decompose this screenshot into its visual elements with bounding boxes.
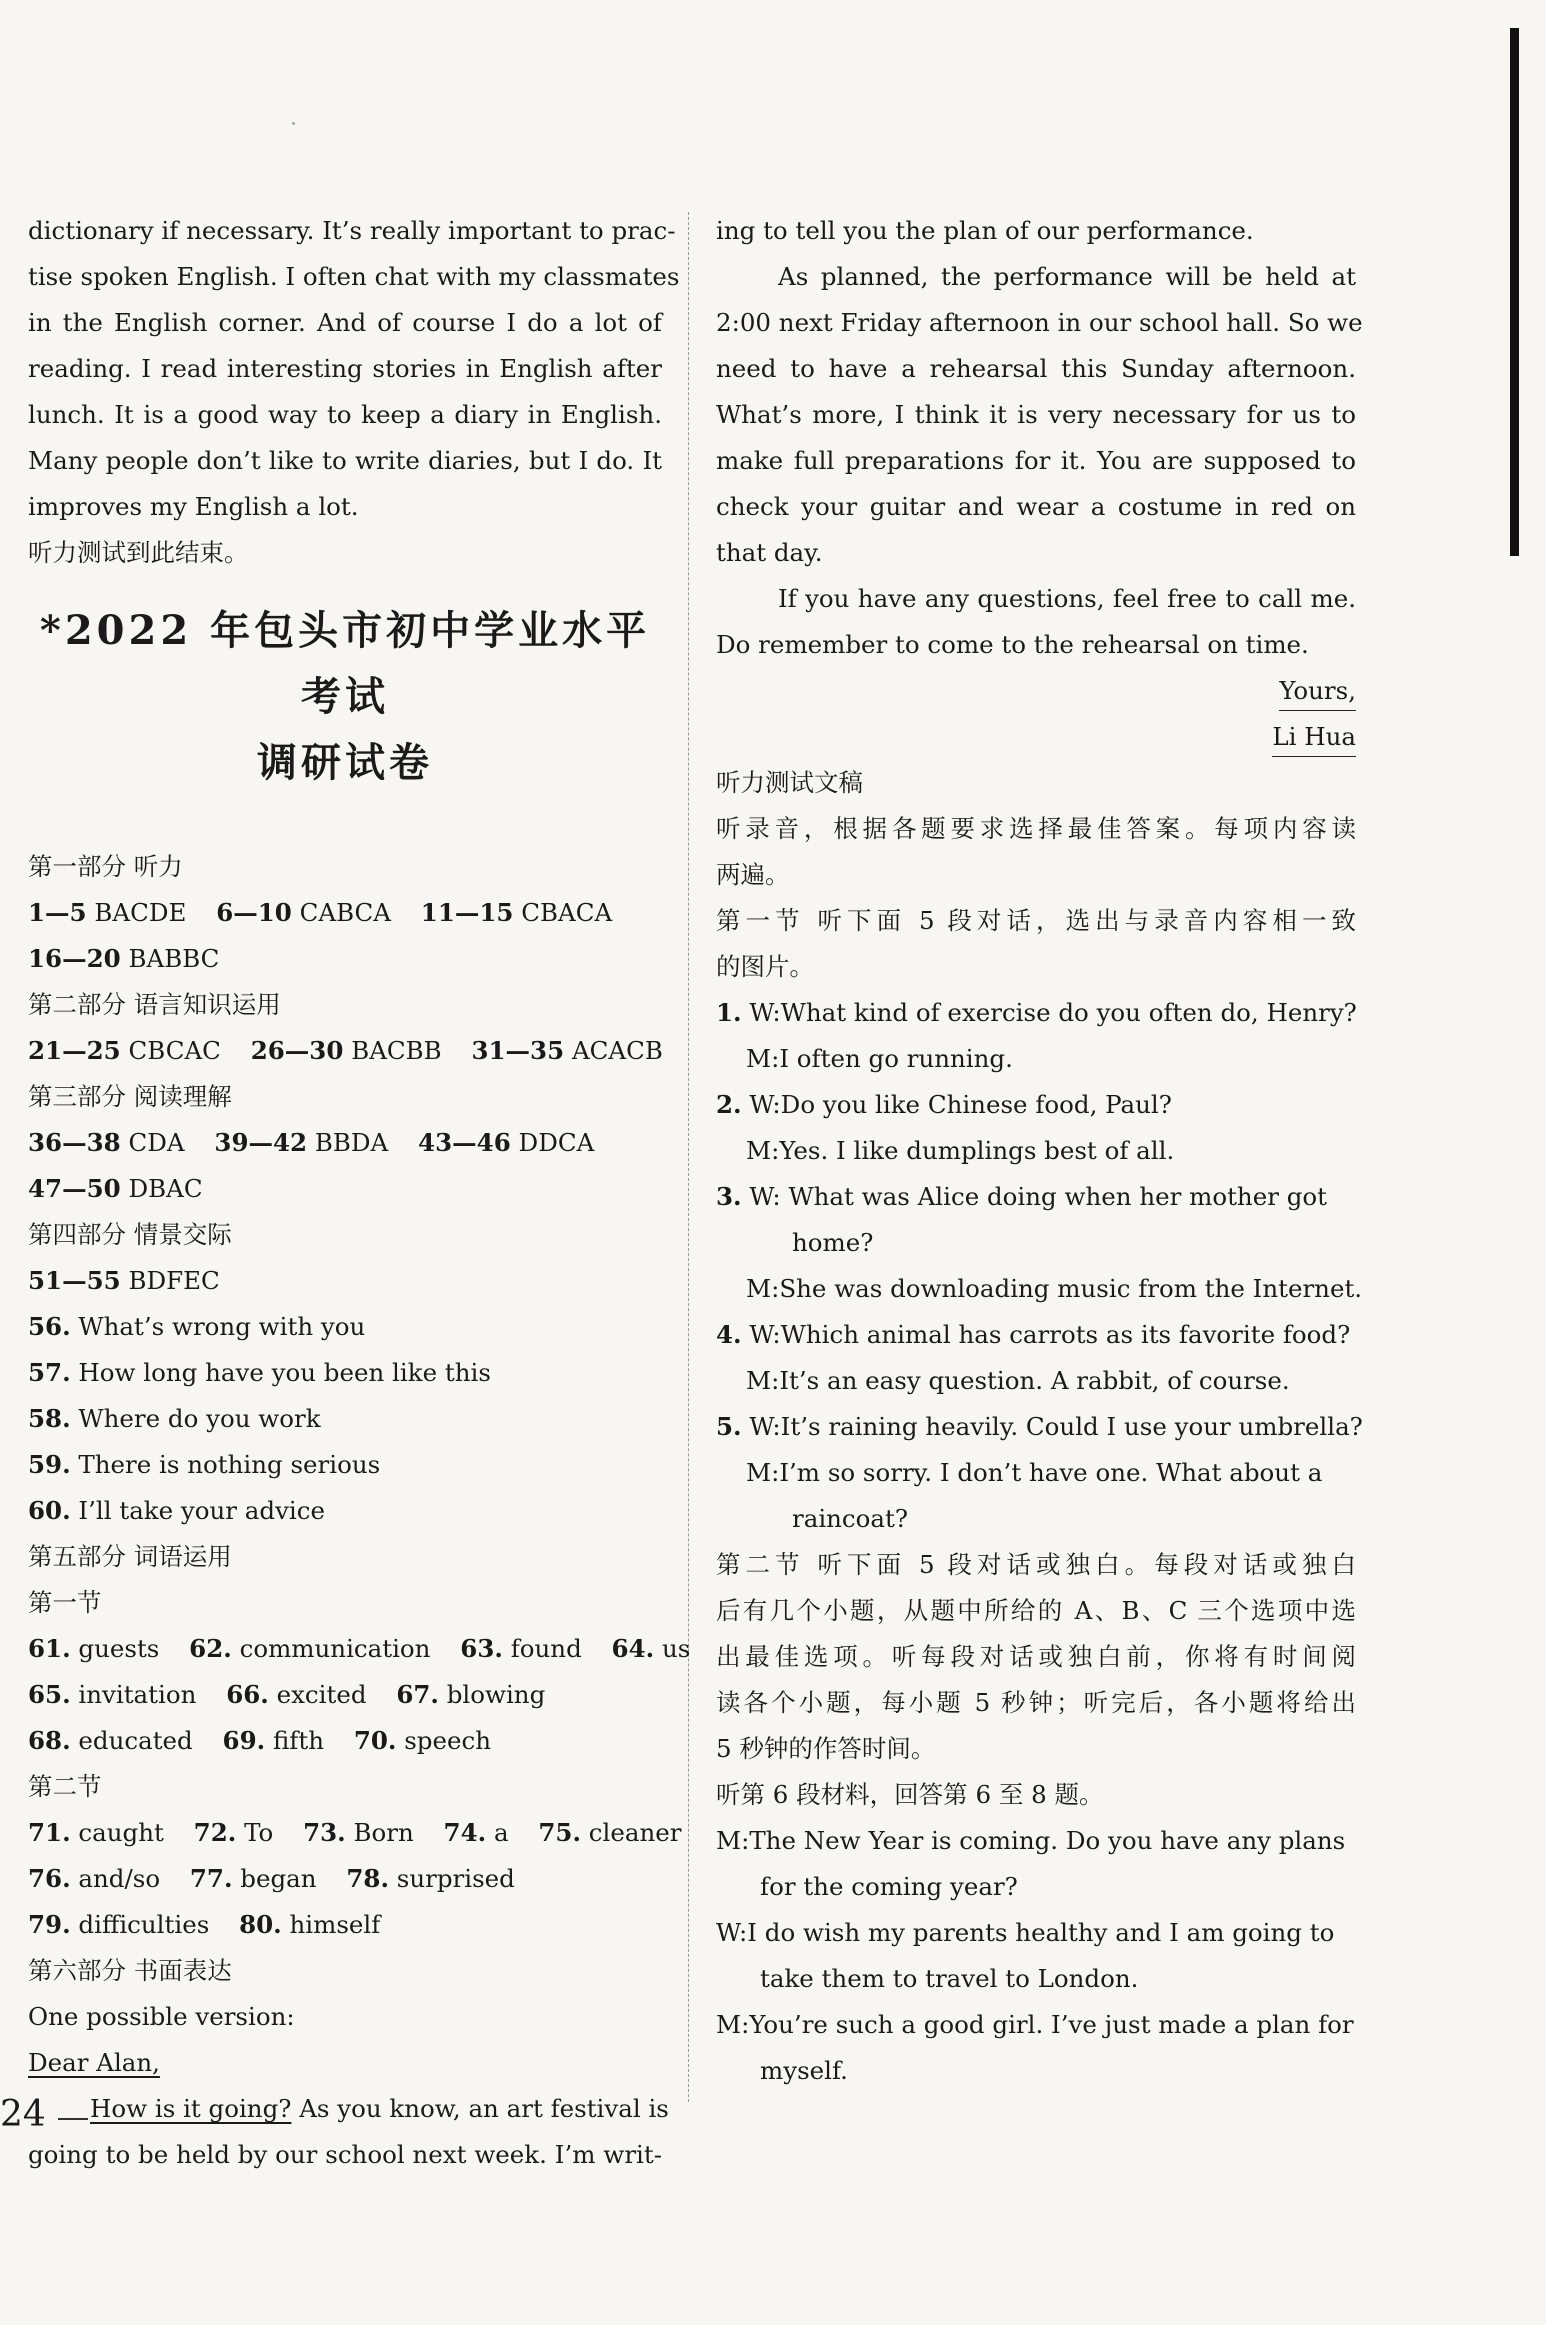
part-heading: 第六部分 书面表达 [28, 1956, 232, 1985]
answer-row: 47—50 DBAC [28, 1174, 203, 1203]
text-line: 第二节 听下面 5 段对话或独白。每段对话或独白 [716, 1550, 1356, 1579]
letter-greeting: Dear Alan, [28, 2048, 160, 2077]
page-number: 24 [0, 2094, 46, 2135]
answer-row: 71. caught 72. To 73. Born 74. a 75. cleaner [28, 1818, 682, 1847]
answer-row: 65. invitation 66. excited 67. blowing [28, 1680, 546, 1709]
dialogue-line: take them to travel to London. [760, 1964, 1139, 1993]
answer-row: 51—55 BDFEC [28, 1266, 220, 1295]
answer-row: 56. What’s wrong with you [28, 1312, 366, 1341]
end-note: 听力测试到此结束。 [28, 538, 249, 567]
text-line: Do remember to come to the rehearsal on time. [716, 630, 1309, 659]
dialogue-line: 5. W:It’s raining heavily. Could I use your umbrella? [716, 1412, 1363, 1441]
part-heading: 第五部分 词语运用 [28, 1542, 232, 1571]
answer-row: 76. and/so 77. began 78. surprised [28, 1864, 515, 1893]
answer-row: 59. There is nothing serious [28, 1450, 381, 1479]
dialogue-line: M:You’re such a good girl. I’ve just made a plan for [716, 2010, 1354, 2039]
text-line: tise spoken English. I often chat with my classmates [28, 262, 680, 291]
part-heading: 第一部分 听力 [28, 852, 183, 881]
dialogue-line: for the coming year? [760, 1872, 1018, 1901]
text-line: What’s more, I think it is very necessary for us to [716, 400, 1356, 429]
text-line: 两遍。 [716, 860, 790, 889]
left-column [28, 208, 691, 2178]
text-line: reading. I read interesting stories in English after [28, 354, 662, 383]
dialogue-line: raincoat? [792, 1504, 908, 1533]
dialogue-line: M:She was downloading music from the Internet. [746, 1274, 1363, 1303]
answer-row: 58. Where do you work [28, 1404, 321, 1433]
answer-row: 1—5 BACDE 6—10 CABCA 11—15 CBACA [28, 898, 613, 927]
margin-bar [1510, 28, 1519, 556]
text-line: 5 秒钟的作答时间。 [716, 1734, 936, 1763]
text-line: Many people don’t like to write diaries, but I do. It [28, 446, 662, 475]
answer-row: 36—38 CDA 39—42 BBDA 43—46 DDCA [28, 1128, 595, 1157]
text-line: check your guitar and wear a costume in red on [716, 492, 1356, 521]
text-line: need to have a rehearsal this Sunday afternoon. [716, 354, 1356, 383]
section-heading: 第二节 [28, 1772, 102, 1801]
dialogue-line: M:Yes. I like dumplings best of all. [746, 1136, 1175, 1165]
page-number-dash [58, 2118, 88, 2120]
text-line: in the English corner. And of course I do a lot of [28, 308, 662, 337]
answer-row: 79. difficulties 80. himself [28, 1910, 381, 1939]
text-line: If you have any questions, feel free to call me. [778, 584, 1356, 613]
dialogue-line: M:I’m so sorry. I don’t have one. What about a [746, 1458, 1323, 1487]
text-line: 读各个小题，每小题 5 秒钟；听完后，各小题将给出 [716, 1688, 1356, 1717]
text-line: 的图片。 [716, 952, 814, 981]
right-column [716, 208, 1363, 2094]
dialogue-line: M:The New Year is coming. Do you have any plans [716, 1826, 1346, 1855]
dialogue-line: 2. W:Do you like Chinese food, Paul? [716, 1090, 1172, 1119]
text-line: lunch. It is a good way to keep a diary in English. [28, 400, 662, 429]
answer-row: 60. I’ll take your advice [28, 1496, 325, 1525]
letter-closing: Yours, [716, 668, 1356, 714]
text-line: dictionary if necessary. It’s really important to prac- [28, 216, 676, 245]
dialogue-line: W:I do wish my parents healthy and I am going to [716, 1918, 1335, 1947]
column-divider [688, 212, 689, 2102]
text-line: As planned, the performance will be held at [778, 262, 1356, 291]
text-line: going to be held by our school next week. I’m writ- [28, 2140, 662, 2169]
text-line: improves my English a lot. [28, 492, 359, 521]
text-line: How is it going? As you know, an art festival is [90, 2094, 669, 2123]
dialogue-line: home? [792, 1228, 874, 1257]
exam-title: *2022 年包头市初中学业水平考试 [39, 607, 651, 720]
text-line: make full preparations for it. You are supposed to [716, 446, 1356, 475]
answer-row: 57. How long have you been like this [28, 1358, 491, 1387]
answer-row: 61. guests 62. communication 63. found 64. us [28, 1634, 691, 1663]
text-line: 第一节 听下面 5 段对话，选出与录音内容相一致 [716, 906, 1356, 935]
section-heading: 第一节 [28, 1588, 102, 1617]
part-heading: 第四部分 情景交际 [28, 1220, 232, 1249]
text-line: 听录音，根据各题要求选择最佳答案。每项内容读 [716, 814, 1356, 843]
speck [292, 122, 295, 125]
part-heading: 第二部分 语言知识运用 [28, 990, 281, 1019]
text-line: 后有几个小题，从题中所给的 A、B、C 三个选项中选 [716, 1596, 1356, 1625]
dialogue-line: M:It’s an easy question. A rabbit, of course. [746, 1366, 1290, 1395]
text-line: 听第 6 段材料，回答第 6 至 8 题。 [716, 1780, 1104, 1809]
text-line: that day. [716, 538, 823, 567]
dialogue-line: myself. [760, 2056, 848, 2085]
part-heading: 第三部分 阅读理解 [28, 1082, 232, 1111]
version-label: One possible version: [28, 2002, 295, 2031]
dialogue-line: M:I often go running. [746, 1044, 1013, 1073]
answer-row: 21—25 CBCAC 26—30 BACBB 31—35 ACACB [28, 1036, 663, 1065]
dialogue-line: 1. W:What kind of exercise do you often do, Henry? [716, 998, 1357, 1027]
text-line: ing to tell you the plan of our performance. [716, 216, 1254, 245]
text-line: 出最佳选项。听每段对话或独白前，你将有时间阅 [716, 1642, 1356, 1671]
dialogue-line: 3. W: What was Alice doing when her mother got [716, 1182, 1327, 1211]
answer-row: 16—20 BABBC [28, 944, 220, 973]
exam-title-line2: 调研试卷 [257, 739, 433, 786]
answer-row: 68. educated 69. fifth 70. speech [28, 1726, 491, 1755]
text-line: 2:00 next Friday afternoon in our school hall. So we [716, 308, 1363, 337]
letter-signature: Li Hua [716, 714, 1356, 760]
script-title: 听力测试文稿 [716, 768, 863, 797]
dialogue-line: 4. W:Which animal has carrots as its favorite food? [716, 1320, 1351, 1349]
